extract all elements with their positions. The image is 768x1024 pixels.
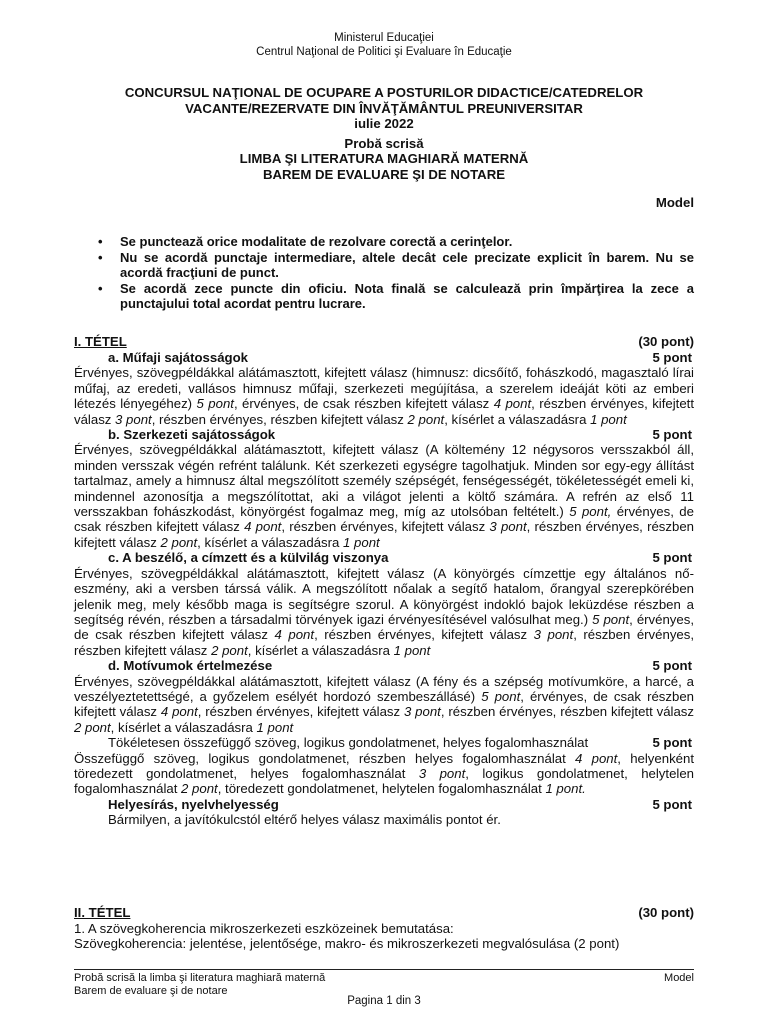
instruction-item: • Se punctează orice modalitate de rezolvare corectă a cerinţelor. [98, 234, 513, 249]
footer-exam-line: Probă scrisă la limba şi literatura maghiară maternă [74, 972, 326, 984]
ministry-name: Ministerul Educaţiei [334, 32, 434, 44]
footer-divider [74, 969, 694, 970]
section-2-points: (30 pont) [638, 905, 694, 920]
bullet-icon: • [98, 234, 103, 249]
spelling-title: Helyesírás, nyelvhelyesség 5 pont [108, 796, 692, 812]
subsection-d-text: Érvényes, szövegpéldákkal alátámasztott, kifejtett válasz (A fény és a szépség motívumköre, a harcé, a veszélyeztetettségé, a győzelem esélyét hordozó szembeszállásé) 5 pont, érvényes, de csak részben kifejtett válasz 4 pont, részben érvényes, kifejtett válasz 3 pont, részben érvényes, részben kifejtett válasz 2 pont, kísérlet a válaszadásra 1 pont [74, 673, 694, 735]
subsection-b-title: b. Szerkezeti sajátosságok 5 pont [108, 427, 692, 443]
subsection-a-title: a. Műfaji sajátosságok 5 pont [108, 350, 692, 365]
page-number: Pagina 1 din 3 [347, 995, 421, 1007]
coherence-title: Tökéletesen összefüggő szöveg, logikus gondolatmenet, helyes fogalomhasználat 5 pont [108, 735, 692, 751]
section-2-label: II. TÉTEL [74, 905, 131, 920]
section-1-label: I. TÉTEL [74, 334, 127, 349]
title-line-1: CONCURSUL NAŢIONAL DE OCUPARE A POSTURILOR DIDACTICE/CATEDRELOR [124, 85, 644, 100]
instruction-item: • Se acordă zece puncte din oficiu. Nota finală se calculează prin împărţirea la zece a punctajului total acordat pentru lucrare. [98, 280, 694, 311]
instruction-item: • Nu se acordă punctaje intermediare, altele decât cele precizate explicit în barem. Nu se acordă fracţiuni de punct. [98, 249, 694, 280]
coherence-text: Összefüggő szöveg, logikus gondolatmenet, részben helyes fogalomhasználat 4 pont, helyenként töredezett gondolatmenet, helyes fogalomhasználat 3 pont, logikus gondolatmenet, helytelen fogalomhasználat 2 pont, töredezett gondolatmenet, helytelen fogalomhasználat 1 pont. [74, 750, 694, 797]
section-2-heading [74, 905, 694, 920]
subject-title: LIMBA ŞI LITERATURA MAGHIARĂ MATERNĂ [239, 151, 529, 166]
footer-scheme-line: Barem de evaluare şi de notare [74, 985, 228, 997]
subsection-c-text: Érvényes, szövegpéldákkal alátámasztott, kifejtett válasz (A könyörgés címzettje egy általános nő-eszmény, aki a versben társsá válik. A megszólított nőalak a segítő hatalom, őrangyal szerepkörében jelenik meg, mely később maga is segítségre szorul. A könyörgést indokló bajok leküzdése részben a segítség révén, részben a társadalmi törvények igazi érvényesítésével valósulhat meg.) 5 pont, érvényes, de csak részben kifejtett válasz 4 pont, részben érvényes, kifejtett válasz 3 pont, részben érvényes, részben kifejtett válasz 2 pont, kísérlet a válaszadásra 1 pont [74, 565, 695, 658]
center-name: Centrul Naţional de Politici şi Evaluare în Educaţie [256, 46, 512, 58]
bullet-icon: • [98, 280, 103, 296]
scheme-title: BAREM DE EVALUARE ŞI DE NOTARE [262, 166, 506, 182]
bullet-icon: • [98, 249, 103, 265]
section-2-line-2: Szövegkoherencia: jelentése, jelentősége, makro- és mikroszerkezeti megvalósulása (2 pont) [74, 936, 620, 952]
subsection-d-title: d. Motívumok értelmezése 5 pont [108, 658, 692, 674]
subsection-b-text: Érvényes, szövegpéldákkal alátámasztott, kifejtett válasz (A költemény 12 négysoros versszakból áll, minden versszak végén refrént találunk. Két szerkezeti egységre tagolhatjuk. Minden sor egy-egy állítást tartalmaz, amely a himnusz által megszólított személy szépségét, fenségességét, tökéletességét emeli ki, mindennel azonosítja a megszólítottat, aki a világot jelenti a költő számára. A refrén az első 11 versszakban fohászkodást, könyörgést fogalmaz meg, míg az utolsóban feltételt.) 5 pont, érvényes, de csak részben kifejtett válasz 4 pont, részben érvényes, kifejtett válasz 3 pont, részben érvényes, részben kifejtett válasz 2 pont, kísérlet a válaszadásra 1 pont [74, 442, 694, 550]
section-1-body [74, 350, 694, 828]
subsection-c-title: c. A beszélő, a címzett és a külvilág viszonya 5 pont [108, 550, 692, 566]
section-1-points: (30 pont) [638, 334, 694, 349]
spelling-text: Bármilyen, a javítókulcstól eltérő helyes válasz maximális pontot ér. [108, 812, 501, 828]
subsection-a-text: Érvényes, szövegpéldákkal alátámasztott, kifejtett válasz (himnusz: dicsőítő, fohászkodó, magasztaló lírai műfaj, az eredeti, vallásos himnusz műfaji, szerkezeti megújítása, a szerelem ideáját köti az emberi létezés lényegéhez) 5 pont, érvényes, de csak részben kifejtett válasz 4 pont, részben érvényes, kifejtett válasz 3 pont, részben érvényes, részben kifejtett válasz 2 pont, kísérlet a válaszadásra 1 pont [74, 365, 694, 427]
model-label: Model [655, 195, 694, 210]
footer-model-label: Model [664, 972, 694, 984]
section-2-line-1: 1. A szövegkoherencia mikroszerkezeti eszközeinek bemutatása: [74, 921, 454, 936]
section-2-body [74, 921, 694, 952]
document-header [0, 31, 768, 59]
exam-type: Probă scrisă [344, 135, 424, 151]
document-titles [0, 85, 768, 182]
title-date: iulie 2022 [354, 116, 414, 131]
section-1-heading [74, 334, 694, 349]
title-line-2: VACANTE/REZERVATE DIN ÎNVĂŢĂMÂNTUL PREUNIVERSITAR [185, 100, 583, 116]
instructions-list [98, 234, 694, 312]
